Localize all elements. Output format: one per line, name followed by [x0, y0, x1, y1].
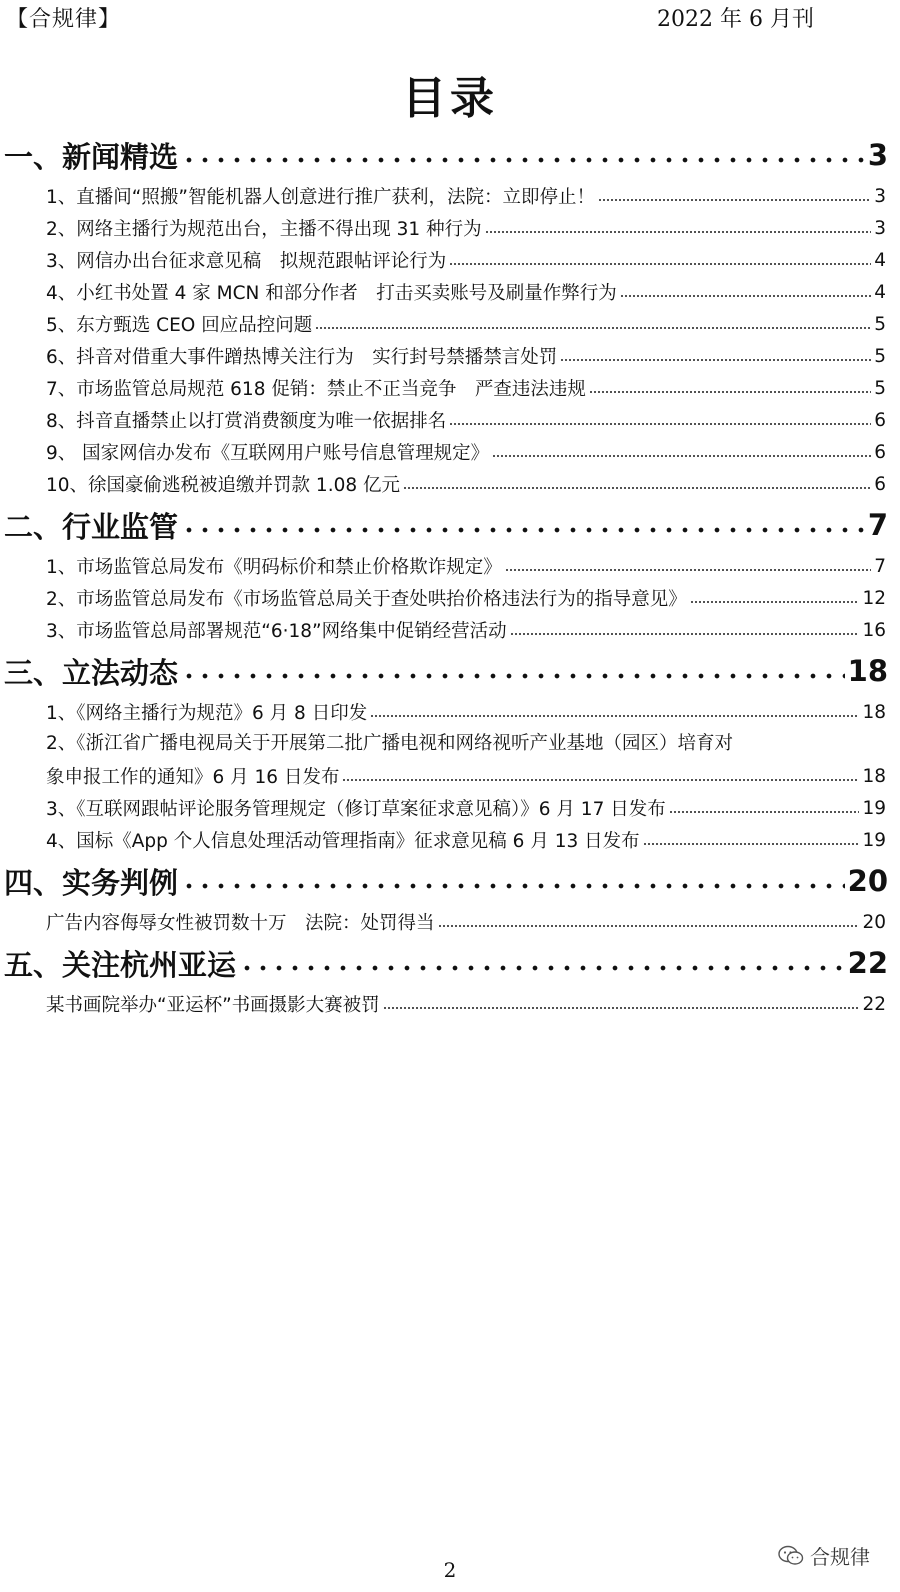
toc-entry[interactable]	[0, 436, 900, 468]
entry-title: 4、小红书处置 4 家 MCN 和部分作者 打击买卖账号及刷量作弊行为	[46, 283, 617, 304]
toc-entry[interactable]	[0, 696, 900, 728]
brand-label: 【合规律】	[6, 7, 122, 32]
dot-leader	[403, 485, 871, 491]
toc-entry[interactable]	[0, 404, 900, 436]
toc-section-2[interactable]	[0, 502, 900, 548]
entry-page: 3	[874, 185, 886, 207]
section-title: 二、行业监管	[4, 509, 179, 544]
section-page: 7	[867, 508, 888, 542]
toc-entry[interactable]	[0, 614, 900, 646]
section-page: 3	[867, 138, 888, 172]
toc-section-5[interactable]	[0, 940, 900, 986]
entry-page: 20	[862, 911, 886, 933]
toc-entry[interactable]	[0, 372, 900, 404]
entry-title: 9、 国家网信办发布《互联网用户账号信息管理规定》	[46, 443, 490, 464]
page-header	[0, 0, 900, 36]
toc-entry[interactable]	[0, 180, 900, 212]
entry-title: 3、网信办出台征求意见稿 拟规范跟帖评论行为	[46, 251, 447, 272]
toc-section-1[interactable]	[0, 132, 900, 178]
section-page: 22	[847, 946, 888, 980]
dot-leader	[598, 197, 871, 203]
entry-title: 7、市场监管总局规范 618 促销：禁止不正当竞争 严查违法违规	[46, 379, 586, 400]
entry-page: 19	[862, 829, 886, 851]
toc-entry[interactable]	[0, 906, 900, 938]
section-page: 20	[847, 864, 888, 898]
dot-leader	[510, 631, 860, 637]
dot-leader	[181, 522, 865, 538]
entry-title: 象申报工作的通知》6 月 16 日发布	[46, 767, 340, 788]
entry-title: 3、《互联网跟帖评论服务管理规定（修订草案征求意见稿）》6 月 17 日发布	[46, 799, 666, 820]
wechat-account-name: 合规律	[810, 1545, 870, 1569]
entry-title: 广告内容侮辱女性被罚数十万 法院：处罚得当	[46, 913, 435, 934]
section-page: 18	[847, 654, 888, 688]
entry-page: 16	[862, 619, 886, 641]
toc-entry-line1[interactable]: 2、《浙江省广播电视局关于开展第二批广播电视和网络视听产业基地（园区）培育对	[46, 733, 734, 754]
entry-title: 1、市场监管总局发布《明码标价和禁止价格欺诈规定》	[46, 557, 502, 578]
dot-leader	[690, 599, 860, 605]
dot-leader	[620, 293, 871, 299]
toc-entry[interactable]	[0, 212, 900, 244]
dot-leader	[239, 960, 845, 976]
entry-page: 12	[862, 587, 886, 609]
dot-leader	[181, 152, 865, 168]
entry-page: 6	[874, 441, 886, 463]
dot-leader	[589, 389, 871, 395]
entry-page: 18	[862, 765, 886, 787]
dot-leader	[181, 668, 845, 684]
dot-leader	[505, 567, 871, 573]
dot-leader	[669, 809, 860, 815]
issue-date: 2022 年 6 月刊	[657, 7, 814, 32]
toc-entry[interactable]	[0, 760, 900, 792]
entry-page: 7	[874, 555, 886, 577]
dot-leader	[342, 777, 859, 783]
entry-page: 4	[874, 249, 886, 271]
entry-title: 3、市场监管总局部署规范“6·18”网络集中促销经营活动	[46, 621, 507, 642]
dot-leader	[438, 923, 860, 929]
entry-title: 5、东方甄选 CEO 回应品控问题	[46, 315, 313, 336]
toc-entry[interactable]	[0, 550, 900, 582]
entry-page: 6	[874, 473, 886, 495]
entry-page: 22	[862, 993, 886, 1015]
dot-leader	[643, 841, 860, 847]
section-title: 三、立法动态	[4, 655, 179, 690]
dot-leader	[485, 229, 872, 235]
entry-title: 4、国标《App 个人信息处理活动管理指南》征求意见稿 6 月 13 日发布	[46, 831, 640, 852]
entry-title: 1、《网络主播行为规范》6 月 8 日印发	[46, 703, 368, 724]
entry-title: 6、抖音对借重大事件蹭热博关注行为 实行封号禁播禁言处罚	[46, 347, 558, 368]
entry-title: 8、抖音直播禁止以打赏消费额度为唯一依据排名	[46, 411, 447, 432]
toc-entry[interactable]	[0, 824, 900, 856]
entry-page: 19	[862, 797, 886, 819]
dot-leader	[181, 878, 845, 894]
toc-entry[interactable]	[0, 468, 900, 500]
toc-entry[interactable]	[0, 276, 900, 308]
toc-section-3[interactable]	[0, 648, 900, 694]
dot-leader	[383, 1005, 860, 1011]
entry-title: 某书画院举办“亚运杯”书画摄影大赛被罚	[46, 995, 380, 1016]
dot-leader	[370, 713, 859, 719]
page-number: 2	[443, 1558, 457, 1582]
toc-entry[interactable]	[0, 792, 900, 824]
entry-title: 2、网络主播行为规范出台，主播不得出现 31 种行为	[46, 219, 482, 240]
section-title: 五、关注杭州亚运	[4, 947, 237, 982]
toc-entry[interactable]	[0, 340, 900, 372]
table-of-contents	[0, 130, 900, 1020]
entry-page: 6	[874, 409, 886, 431]
entry-page: 5	[874, 313, 886, 335]
entry-page: 3	[874, 217, 886, 239]
dot-leader	[449, 421, 871, 427]
toc-entry[interactable]	[0, 988, 900, 1020]
entry-page: 5	[874, 377, 886, 399]
entry-title: 1、直播间“照搬”智能机器人创意进行推广获利，法院：立即停止！	[46, 187, 595, 208]
page-title: 目录	[402, 73, 498, 124]
entry-page: 5	[874, 345, 886, 367]
toc-entry[interactable]	[0, 308, 900, 340]
section-title: 四、实务判例	[4, 865, 179, 900]
dot-leader	[315, 325, 871, 331]
dot-leader	[492, 453, 871, 459]
entry-title: 10、徐国豪偷逃税被追缴并罚款 1.08 亿元	[46, 475, 400, 496]
toc-entry[interactable]	[0, 582, 900, 614]
dot-leader	[449, 261, 871, 267]
toc-entry[interactable]	[0, 244, 900, 276]
entry-page: 18	[862, 701, 886, 723]
dot-leader	[560, 357, 871, 363]
entry-title: 2、市场监管总局发布《市场监管总局关于查处哄抬价格违法行为的指导意见》	[46, 589, 687, 610]
entry-page: 4	[874, 281, 886, 303]
toc-section-4[interactable]	[0, 858, 900, 904]
section-title: 一、新闻精选	[4, 139, 179, 174]
